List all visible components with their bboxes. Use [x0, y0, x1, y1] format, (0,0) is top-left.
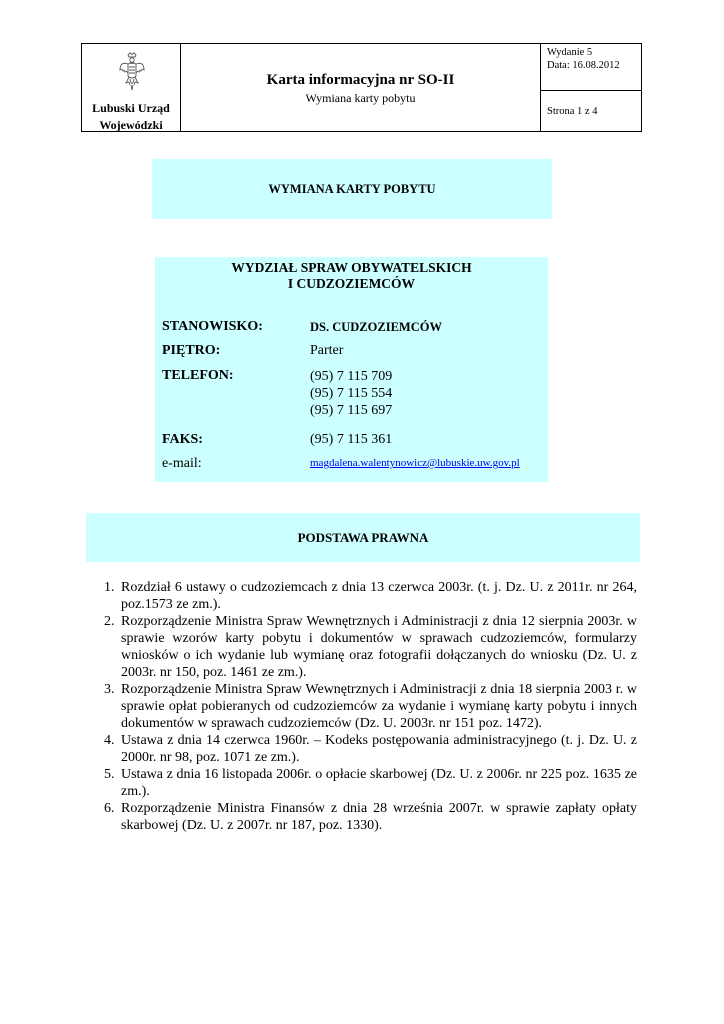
section-title-box: WYMIANA KARTY POBYTU	[152, 159, 552, 219]
list-item-text: Rozporządzenie Ministra Spraw Wewnętrznych i Administracji z dnia 18 sierpnia 2003 r. w sprawie opłat pobieranych od cudzoziemców za wydanie i wymianę karty pobytu i innych dokumentów w sprawach cudzoziemców (Dz. U. 2003r. nr 151 poz. 1472).	[121, 682, 637, 731]
date-label: Data: 16.08.2012	[547, 60, 620, 71]
email-link[interactable]: magdalena.walentynowicz@lubuskie.uw.gov.pl	[310, 457, 520, 469]
list-item-number: 1.	[104, 580, 115, 595]
list-item-text: Rozporządzenie Ministra Spraw Wewnętrznych i Administracji z dnia 12 sierpnia 2003r. w sprawie wzorów karty pobytu i dokumentów w sprawach cudzoziemców, formularzy wniosków o ich wydanie lub wymianę oraz fotografii dołączanych do wniosku (Dz. U. z 2003r. nr 150, poz. 1461 ze zm.).	[121, 614, 637, 680]
polish-eagle-emblem-icon	[119, 52, 145, 92]
list-item-number: 4.	[104, 733, 115, 748]
list-item	[104, 732, 637, 766]
department-name	[155, 260, 548, 292]
list-item-text: Ustawa z dnia 14 czerwca 1960r. – Kodeks postępowania administracyjnego (t. j. Dz. U. z 2000r. nr 98, poz. 1071 ze zm.).	[121, 733, 637, 765]
header-title-cell	[181, 44, 540, 131]
phone-number: (95) 7 115 709	[310, 369, 393, 384]
edition-label: Wydanie 5	[547, 47, 593, 58]
phone-number: (95) 7 115 697	[310, 403, 393, 418]
page-number: Strona 1 z 4	[547, 106, 598, 117]
department-line-1: WYDZIAŁ SPRAW OBYWATELSKICH	[231, 260, 472, 275]
department-info-box	[155, 257, 548, 482]
document-header	[81, 43, 642, 132]
phone-number: (95) 7 115 554	[310, 386, 393, 401]
list-item-number: 2.	[104, 614, 115, 629]
list-item	[104, 681, 637, 732]
department-line-2: I CUDZOZIEMCÓW	[287, 276, 416, 291]
pietro-value: Parter	[310, 343, 344, 358]
pietro-label: PIĘTRO:	[162, 343, 221, 358]
edition-info	[541, 44, 641, 91]
legal-basis-list	[104, 579, 637, 834]
telefon-label: TELEFON:	[162, 368, 234, 383]
list-item-number: 5.	[104, 767, 115, 782]
faks-label: FAKS:	[162, 432, 203, 447]
list-item	[104, 613, 637, 681]
legal-basis-title-box: PODSTAWA PRAWNA	[86, 513, 640, 562]
document-title: Karta informacyjna nr SO-II	[266, 72, 455, 88]
faks-value: (95) 7 115 361	[310, 432, 393, 447]
list-item-number: 3.	[104, 682, 115, 697]
list-item-text: Rozdział 6 ustawy o cudzoziemcach z dnia 13 czerwca 2003r. (t. j. Dz. U. z 2011r. nr 264, poz.1573 ze zm.).	[121, 580, 637, 612]
email-label: e-mail:	[162, 456, 202, 471]
stanowisko-value: DS. CUDZOZIEMCÓW	[310, 320, 442, 334]
phone-list	[310, 368, 392, 419]
list-item	[104, 800, 637, 834]
list-item	[104, 766, 637, 800]
stanowisko-label: STANOWISKO:	[162, 319, 263, 334]
document-subtitle: Wymiana karty pobytu	[305, 91, 416, 105]
list-item-text: Ustawa z dnia 16 listopada 2006r. o opłacie skarbowej (Dz. U. z 2006r. nr 225 poz. 1635 ze zm.).	[121, 767, 637, 799]
list-item-text: Rozporządzenie Ministra Finansów z dnia 28 września 2007r. w sprawie zapłaty opłaty skarbowej (Dz. U. z 2007r. nr 187, poz. 1330).	[121, 801, 637, 833]
header-logo-cell	[82, 44, 181, 131]
list-item-number: 6.	[104, 801, 115, 816]
org-line-2: Wojewódzki	[99, 118, 163, 132]
list-item	[104, 579, 637, 613]
organization-name	[82, 100, 180, 134]
header-meta-cell	[540, 44, 641, 131]
org-line-1: Lubuski Urząd	[92, 101, 170, 115]
